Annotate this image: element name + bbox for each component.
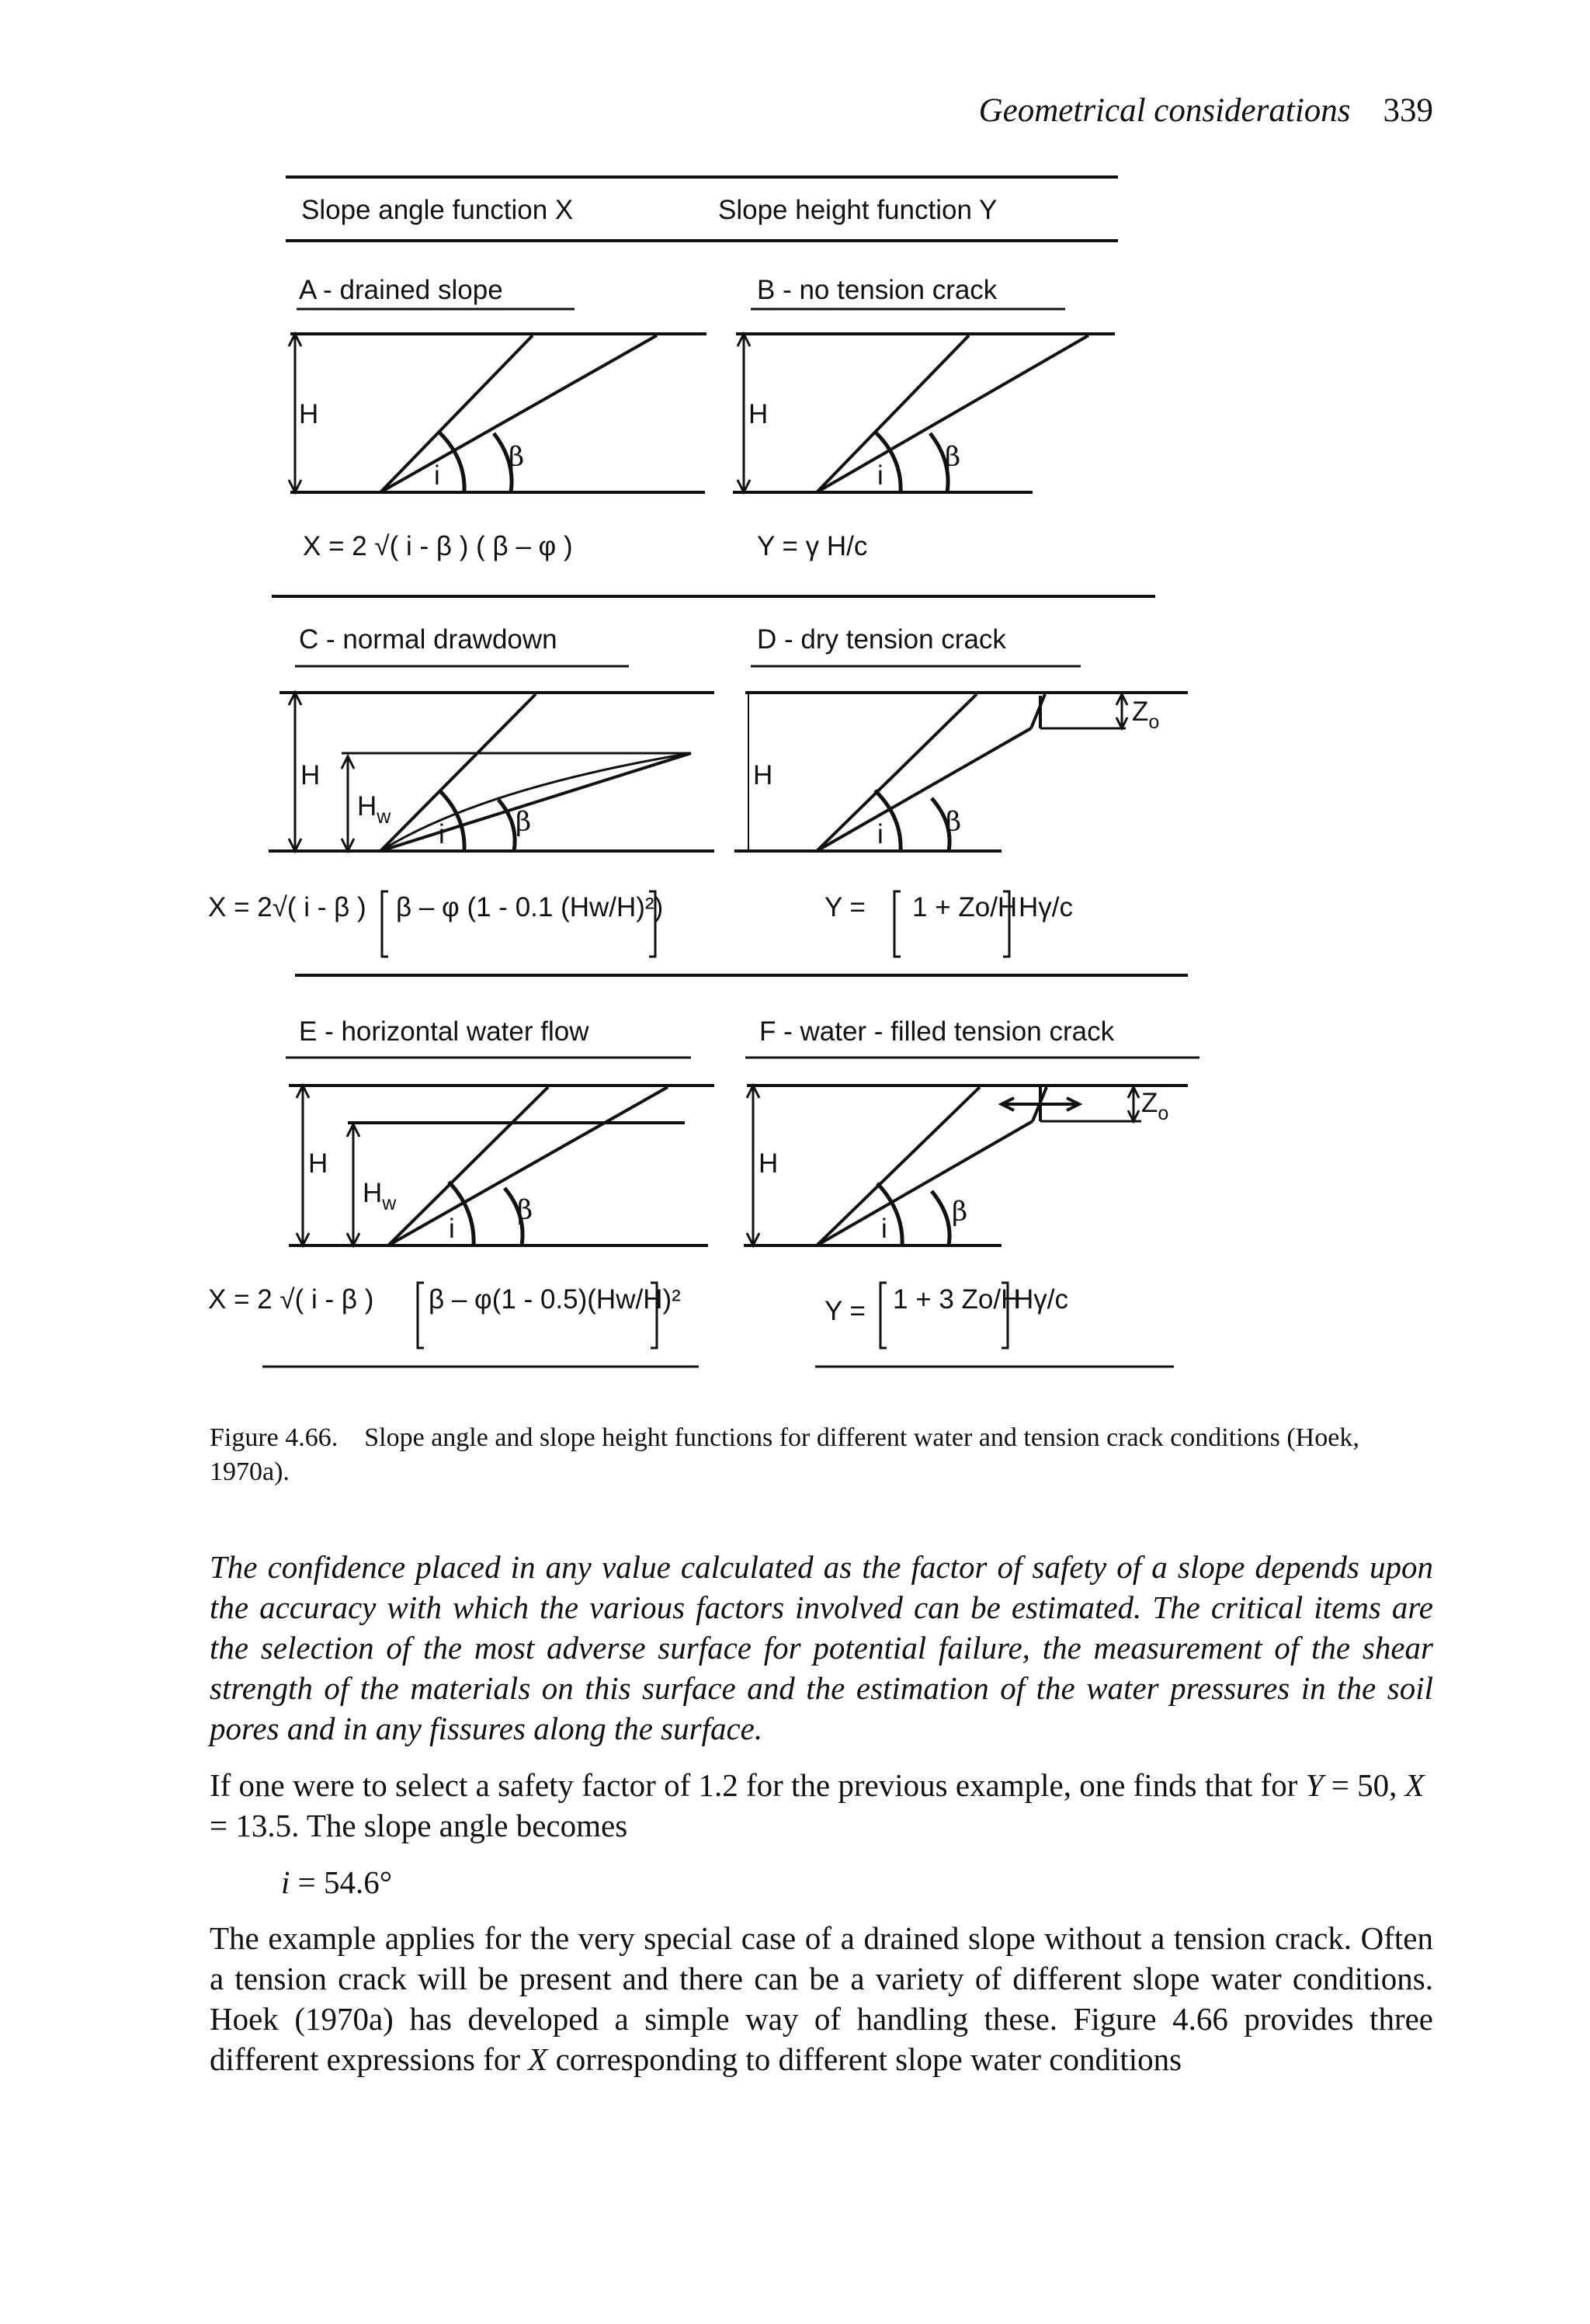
panel-d-formula-factor: Hγ/c — [1019, 892, 1073, 922]
panel-e-horizontal-water-flow — [208, 1016, 714, 1367]
angle-i-label: i — [434, 460, 440, 491]
panel-e-formula-body: β – φ(1 - 0.5)(Hw/H)² — [429, 1284, 681, 1315]
page-number: 339 — [1383, 92, 1433, 129]
crack-depth-symbol: Z — [1132, 697, 1149, 727]
height-label: H — [748, 399, 769, 429]
text-run: The example applies for the very special case of a drained slope without a tension crack. Often a tension crack will be present and there can be a variety of different slope water conditions. Hoek (1970a) has developed a simple way of handling these. Figure 4.66 provides three different expressions for — [210, 1920, 1433, 2077]
height-label: H — [759, 1148, 779, 1179]
panel-b-heading: B - no tension crack — [757, 275, 998, 305]
panel-c-heading: C - normal drawdown — [299, 624, 557, 655]
panel-f-formula-factor: Hγ/c — [1014, 1284, 1068, 1315]
angle-i-label: i — [439, 819, 445, 849]
variable-i: i — [281, 1864, 290, 1900]
water-height-label — [363, 1178, 397, 1214]
panel-e-heading: E - horizontal water flow — [299, 1016, 589, 1047]
text-run: corresponding to different slope water conditions — [547, 2041, 1182, 2077]
crack-depth-subscript: o — [1158, 1103, 1169, 1124]
angle-i-label: i — [881, 1214, 887, 1244]
paragraph-example — [210, 1918, 1433, 2079]
height-label: H — [308, 1148, 328, 1179]
panel-c-formula-body: β – φ (1 - 0.1 (Hw/H)²) — [396, 892, 664, 922]
paragraph-italic: The confidence placed in any value calculated as the factor of safety of a slope depends upon the accuracy with which the various factors involved can be estimated. The critical items are the selection of the most adverse surface for potential failure, the measurement of the shear strength of the materials on this surface and the estimation of the water pressures in the soil pores and in any fissures along the surface. — [210, 1549, 1433, 1746]
panel-c-normal-drawdown — [208, 624, 714, 957]
water-height-subscript: w — [382, 1193, 397, 1214]
column-header-y: Slope height function Y — [718, 195, 998, 225]
water-height-symbol: H — [357, 791, 377, 822]
variable-x: X — [1404, 1767, 1425, 1803]
text-run: = 50, — [1323, 1767, 1405, 1803]
figure-caption: Figure 4.66. Slope angle and slope height functions for different water and tension crack conditions (Hoek, 1970a). — [210, 1423, 1359, 1486]
panel-d-formula-prefix: Y = — [825, 892, 866, 922]
water-height-symbol: H — [363, 1178, 383, 1208]
angle-beta-label: β — [509, 442, 525, 473]
variable-y: Y — [1305, 1767, 1324, 1803]
height-label: H — [300, 760, 321, 790]
panel-a-heading: A - drained slope — [299, 275, 503, 305]
height-label: H — [299, 399, 319, 429]
text-run: If one were to select a safety factor of 1.2 for the previous example, one finds that for — [210, 1767, 1306, 1803]
panel-d-heading: D - dry tension crack — [757, 624, 1006, 655]
panel-c-formula — [208, 891, 663, 957]
panel-d-formula-body: 1 + Zo/H — [912, 892, 1018, 922]
panel-f-formula — [825, 1283, 1068, 1348]
height-label: H — [753, 760, 773, 790]
crack-depth-label — [1132, 697, 1159, 733]
text-run: = 13.5. The slope angle becomes — [210, 1808, 628, 1843]
panel-f-heading: F - water - filled tension crack — [759, 1016, 1115, 1047]
variable-x: X — [528, 2041, 548, 2077]
angle-beta-label: β — [946, 807, 962, 838]
running-head-title: Geometrical considerations — [978, 92, 1351, 129]
panel-a-drained-slope — [289, 275, 706, 561]
angle-i-label: i — [449, 1214, 455, 1244]
angle-beta-label: β — [516, 807, 532, 838]
angle-beta-label: β — [952, 1197, 968, 1228]
panel-c-formula-prefix: X = 2√( i - β ) — [208, 892, 366, 922]
panel-f-formula-body: 1 + 3 Zo/H — [893, 1284, 1021, 1315]
panel-b-no-tension-crack — [733, 275, 1115, 561]
angle-beta-label: β — [517, 1195, 533, 1226]
crack-depth-label — [1141, 1088, 1168, 1124]
panel-f-water-filled-tension-crack — [744, 1016, 1199, 1367]
equation-value: = 54.6° — [290, 1864, 393, 1900]
angle-beta-label: β — [945, 442, 961, 473]
paragraph-safety-factor — [210, 1765, 1433, 1846]
panel-e-formula — [208, 1283, 681, 1348]
equation-slope-angle — [281, 1864, 392, 1901]
panel-d-dry-tension-crack — [734, 624, 1188, 957]
panel-b-formula: Y = γ H/c — [757, 531, 868, 561]
water-height-subscript: w — [377, 806, 391, 828]
column-header-x: Slope angle function X — [301, 195, 574, 225]
panel-d-formula — [825, 891, 1073, 957]
water-height-label — [357, 791, 391, 828]
panel-a-formula: X = 2 √( i - β ) ( β – φ ) — [303, 531, 573, 561]
panel-f-formula-prefix: Y = — [825, 1296, 866, 1326]
angle-i-label: i — [877, 819, 884, 849]
panel-e-formula-prefix: X = 2 √( i - β ) — [208, 1284, 374, 1315]
crack-depth-subscript: o — [1148, 711, 1160, 733]
crack-depth-symbol: Z — [1141, 1088, 1158, 1118]
angle-i-label: i — [877, 460, 884, 491]
